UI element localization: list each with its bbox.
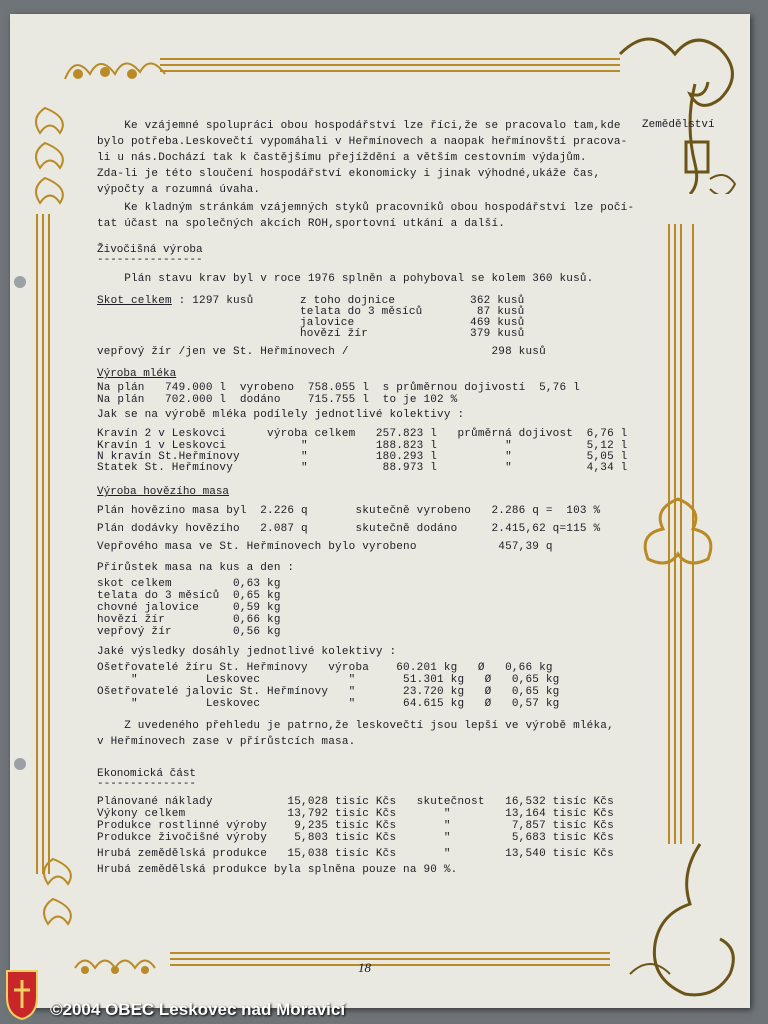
prirustek-row: telata do 3 měsíců 0,65 kg bbox=[97, 590, 281, 602]
intro-line: Ke kladným stránkám vzájemných styků pracovníků obou hospodářství lze počí- bbox=[97, 202, 635, 214]
intro-line: Zda-li je této sloučení hospodářství ekonomicky i jinak výhodné,ukáže čas, bbox=[97, 168, 601, 180]
frame-bottom-line bbox=[170, 952, 610, 954]
ekonomicka-row: Produkce živočišné výroby 5,803 tisíc Kčs " 5,683 tisíc Kčs bbox=[97, 832, 614, 844]
frame-top-line bbox=[160, 64, 620, 66]
section-heading-hovezi: Výroba hovězího masa bbox=[97, 486, 230, 498]
section-label: Zemědělství bbox=[642, 119, 715, 131]
skot-label: Skot celkem bbox=[97, 295, 172, 307]
frame-left-line bbox=[36, 214, 38, 874]
heading-rule: --------------- bbox=[97, 778, 197, 790]
skot-row: z toho dojnice 362 kusů bbox=[300, 295, 525, 307]
left-flower-ornament bbox=[20, 98, 70, 218]
hovezi-line: Vepřového masa ve St. Heřmínovech bylo vyrobeno 457,39 q bbox=[97, 541, 553, 553]
ekonomicka-row: Produkce rostlinné výroby 9,235 tisíc Kčs " 7,857 tisíc Kčs bbox=[97, 820, 614, 832]
mleko-line: Na plán 749.000 l vyrobeno 758.055 l s průměrnou dojivostí 5,76 l bbox=[97, 382, 580, 394]
kolektiv-row: N kravín St.Heřmínovy " 180.293 l " 5,05 l bbox=[97, 451, 628, 463]
punch-hole bbox=[14, 758, 26, 770]
intro-line: tat účast na společných akcích ROH,sportovní utkání a další. bbox=[97, 218, 506, 230]
intro-line: bylo potřeba.Leskovečtí vypomáhali v Heřmínovech a naopak heřmínovští pracova- bbox=[97, 136, 628, 148]
closing-line: Hrubá zemědělská produkce byla splněna pouze na 90 %. bbox=[97, 864, 458, 876]
skot-summary bbox=[97, 295, 253, 308]
frame-left-line bbox=[42, 214, 44, 874]
plan-line: Plán stavu krav byl v roce 1976 splněn a pohyboval se kolem 360 kusů. bbox=[97, 273, 594, 285]
vysledky-row: Ošetřovatelé žíru St. Heřmínovy výroba 60.201 kg Ø 0,66 kg bbox=[97, 662, 553, 674]
prirustek-row: vepřový žír 0,56 kg bbox=[97, 626, 281, 638]
section-heading-ekonomicka: Ekonomická část bbox=[97, 768, 197, 780]
bottom-right-scroll-ornament bbox=[610, 834, 750, 1004]
summary-line: Z uvedeného přehledu je patrno,že leskovečtí jsou lepší ve výrobě mléka, bbox=[97, 720, 614, 732]
top-right-scroll-ornament bbox=[600, 24, 750, 194]
copyright-text: ©2004 OBEC Leskovec nad Moravicí bbox=[50, 1000, 346, 1019]
mleko-line: Na plán 702.000 l dodáno 715.755 l to je 102 % bbox=[97, 394, 458, 406]
intro-line: li u nás.Dochází tak k častějšímu přejíždění a větším cestovním výdajům. bbox=[97, 152, 587, 164]
section-heading-mleko: Výroba mléka bbox=[97, 368, 177, 380]
intro-line: výpočty a rozumná úvaha. bbox=[97, 184, 261, 196]
coat-of-arms-icon bbox=[4, 968, 40, 1022]
hovezi-line: Plán dodávky hovězího 2.087 q skutečně dodáno 2.415,62 q=115 % bbox=[97, 523, 601, 535]
skot-count: : 1297 kusů bbox=[171, 295, 254, 307]
prirustek-row: hovězí žír 0,66 kg bbox=[97, 614, 281, 626]
section-heading-zivocisna: Živočišná výroba bbox=[97, 244, 203, 256]
ekonomicka-row: Plánované náklady 15,028 tisíc Kčs skutečnost 16,532 tisíc Kčs bbox=[97, 796, 614, 808]
intro-line: Ke vzájemné spolupráci obou hospodářství lze říci,že se pracovalo tam,kde bbox=[97, 120, 621, 132]
left-lower-flower-ornament bbox=[28, 854, 78, 944]
heading-rule: ---------------- bbox=[97, 254, 203, 266]
bottom-left-flourish-ornament bbox=[70, 948, 180, 988]
copyright-footer bbox=[0, 998, 768, 1024]
punch-hole bbox=[14, 276, 26, 288]
skot-row: hovězí žír 379 kusů bbox=[300, 328, 525, 340]
frame-bottom-line bbox=[170, 958, 610, 960]
frame-top-line bbox=[160, 58, 620, 60]
prirustek-heading: Přírůstek masa na kus a den : bbox=[97, 562, 295, 574]
ekonomicka-row: Hrubá zemědělská produkce 15,038 tisíc Kčs " 13,540 tisíc Kčs bbox=[97, 848, 614, 860]
frame-left-line bbox=[48, 214, 50, 874]
frame-top-line bbox=[160, 70, 620, 72]
skot-row: telata do 3 měsíců 87 kusů bbox=[300, 306, 525, 318]
kolektiv-row: Statek St. Heřmínovy " 88.973 l " 4,34 l bbox=[97, 462, 628, 474]
vysledky-row: Ošetřovatelé jalovic St. Heřmínovy " 23.720 kg Ø 0,65 kg bbox=[97, 686, 560, 698]
page-number: 18 bbox=[358, 960, 371, 975]
kolektiv-row: Kravín 2 v Leskovci výroba celkem 257.823 l průměrná dojivost 6,76 l bbox=[97, 428, 628, 440]
skot-row: jalovice 469 kusů bbox=[300, 317, 525, 329]
summary-line: v Heřmínovech zase v přírůstcích masa. bbox=[97, 736, 356, 748]
frame-bottom-line bbox=[170, 964, 610, 966]
prirustek-row: skot celkem 0,63 kg bbox=[97, 578, 281, 590]
hovezi-line: Plán hovězino masa byl 2.226 q skutečně vyrobeno 2.286 q = 103 % bbox=[97, 505, 601, 517]
ekonomicka-row: Výkony celkem 13,792 tisíc Kčs " 13,164 tisíc Kčs bbox=[97, 808, 614, 820]
right-middle-medallion-ornament bbox=[638, 494, 718, 574]
vysledky-heading: Jaké výsledky dosáhly jednotlivé kolektivy : bbox=[97, 646, 397, 658]
mleko-line: Jak se na výrobě mléka podílely jednotlivé kolektivy : bbox=[97, 409, 465, 421]
prirustek-row: chovné jalovice 0,59 kg bbox=[97, 602, 281, 614]
vysledky-row: " Leskovec " 51.301 kg Ø 0,65 kg bbox=[97, 674, 560, 686]
top-left-flourish-ornament bbox=[60, 44, 170, 94]
vysledky-row: " Leskovec " 64.615 kg Ø 0,57 kg bbox=[97, 698, 560, 710]
veprovy-line: vepřový žír /jen ve St. Heřmínovech / 298 kusů bbox=[97, 346, 546, 358]
kolektiv-row: Kravín 1 v Leskovci " 188.823 l " 5,12 l bbox=[97, 440, 628, 452]
